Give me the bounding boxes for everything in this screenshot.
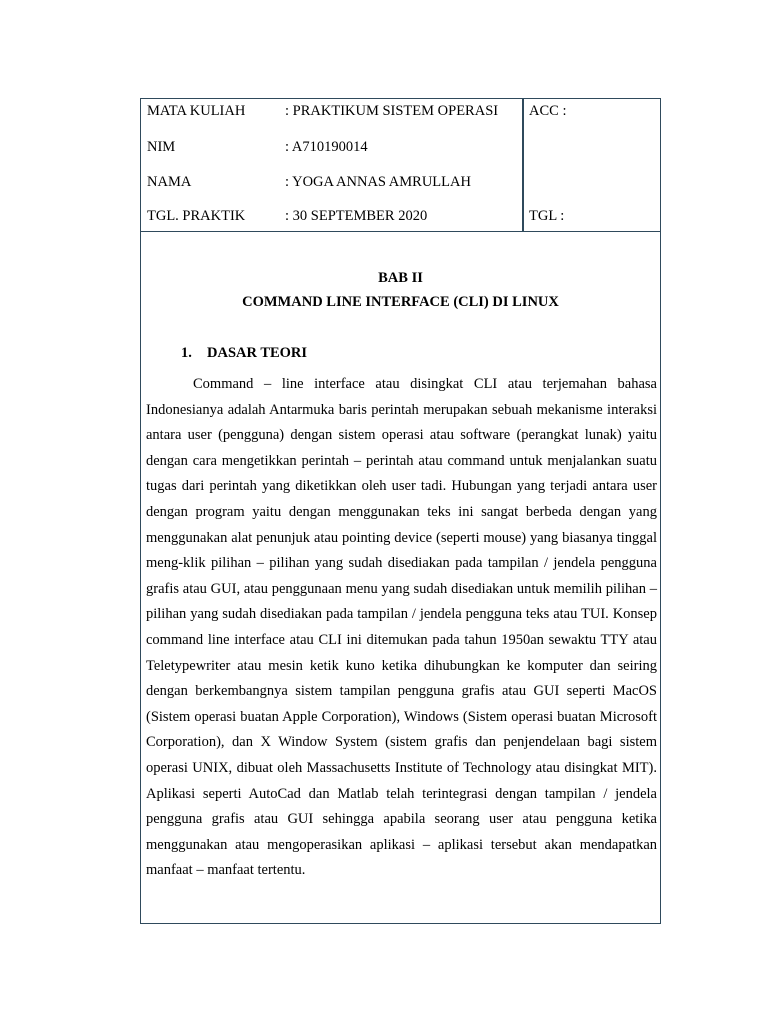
header-row-nim [141, 137, 660, 157]
header-row-mata-kuliah [141, 101, 660, 121]
identity-header [141, 99, 660, 232]
tgl-praktik-label: TGL. PRAKTIK [147, 208, 246, 224]
tgl-label: TGL : [529, 208, 565, 224]
nim-value: : A710190014 [285, 139, 368, 155]
nim-label: NIM [147, 139, 176, 155]
nama-value: : YOGA ANNAS AMRULLAH [285, 174, 471, 190]
body-paragraph: Command – line interface atau disingkat CLI atau terjemahan bahasa Indonesianya adalah Antarmuka baris perintah merupakan sebuah mekanisme interaksi antara user (pengguna) dengan sistem operasi atau software (perangkat lunak) yaitu dengan cara mengetikkan perintah – perintah atau command untuk menjalankan suatu tugas dari perintah yang diketikkan oleh user tadi. Hubungan yang terjadi antara user dengan program yaitu dengan menggunakan teks ini sangat berbeda dengan yang menggunakan alat penunjuk atau pointing device (seperti mouse) yang biasanya tinggal meng-klik pilihan – pilihan yang sudah disediakan pada tampilan / jendela pengguna grafis atau GUI, atau penggunaan menu yang sudah disediakan untuk memilih pilihan – pilihan yang sudah disediakan pada tampilan / jendela pengguna teks atau TUI. Konsep command line interface atau CLI ini ditemukan pada tahun 1950an sewaktu TTY atau Teletypewriter atau mesin ketik kuno ketika dihubungkan ke komputer dan seiring dengan berkembangnya sistem tampilan pengguna grafis atau GUI seperti MacOS (Sistem operasi buatan Apple Corporation), Windows (Sistem operasi buatan Microsoft Corporation), dan X Window System (sistem grafis dan penjendelaan bagi sistem operasi UNIX, dibuat oleh Massachusetts Institute of Technology atau disingkat MIT). Aplikasi seperti AutoCad dan Matlab telah terintegrasi dengan tampilan / jendela pengguna grafis atau GUI sehingga apabila seorang user atau pengguna ketika menggunakan atau mengoperasikan aplikasi – aplikasi tersebut akan mendapatkan manfaat – manfaat tertentu. [146, 376, 657, 879]
mata-kuliah-value: : PRAKTIKUM SISTEM OPERASI [285, 103, 499, 119]
acc-label: ACC : [529, 103, 567, 119]
header-row-tgl-praktik [141, 206, 660, 226]
header-row-nama [141, 172, 660, 192]
section-heading [181, 343, 307, 363]
mata-kuliah-label: MATA KULIAH [147, 103, 246, 119]
document-frame [140, 98, 661, 924]
chapter-title: COMMAND LINE INTERFACE (CLI) DI LINUX [242, 294, 559, 310]
tgl-praktik-value: : 30 SEPTEMBER 2020 [285, 208, 428, 224]
section-number: 1. [181, 345, 192, 361]
nama-label: NAMA [147, 174, 192, 190]
section-title: DASAR TEORI [207, 345, 308, 361]
chapter-number: BAB II [378, 270, 423, 286]
